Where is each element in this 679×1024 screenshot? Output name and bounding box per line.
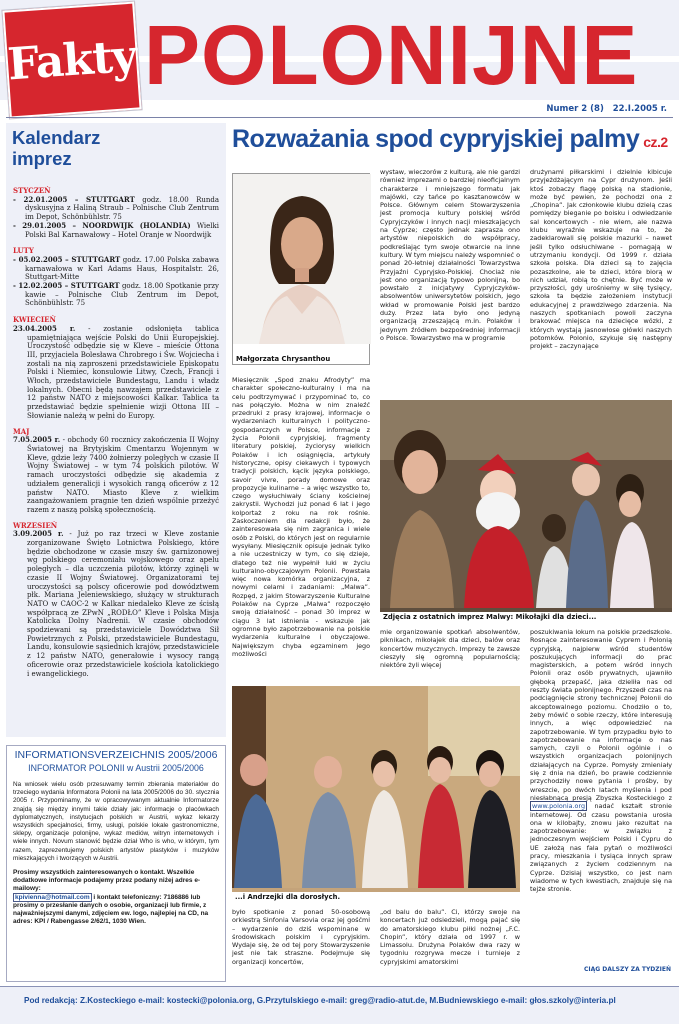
footer-bar	[0, 986, 679, 1024]
article-col1-top: Miesięcznik „Spod znaku Afrodyty” ma charakter społeczno-kulturalny i ma na celu podtrzymywać i przypominać to, co nas połączyło. Można w nim znaleźć przedruki z prasy krajowej, informacje o wydarzeniach kulturalnych i polityczno-gospodarczych w Polsce, informacje z życia Polonii cypryjskiej, fragmenty literatury polskiej, życiorysy wielkich Polaków i ich osiągnięcia, artykuły historyczne, opisy ciekawych i typowych tradycji polskich, kącik języka polskiego, savoir vivre, porady domowe oraz propozycje kulinarne – a więc wszystko to, czego wysłuchiwały ściany kościelnej zakrystii. Wychodzi już ponad 6 lat i jego kolportaż z roku na rok rośnie. Zaskoczeniem dla redakcji było, że zainteresowała się nim zagranica i wiele osób z Polski, do których jest on regularnie wysyłany. Miesięcznik opisuje jednak tylko a nie uczestniczy w tym, co się dzieje, dlatego też nie wypełnił luki w życiu kulturalno-obyczajowym Polonii. Powstała więc nowa komórka organizacyjna, z nowymi celami i zadaniami: „Malwa”. Rozpęd, z jakim Stowarzyszenie Kulturalne Polaków na Cyprze „Malwa” rozpoczęło swoją działalność – ponad 30 imprez w ciągu 3 lat istnienia - wskazuje jak ogromne było zapotrzebowanie na polskie wydarzenia kulturalne i obyczajowe. Największym chyba egzaminem jego możliwości	[232, 376, 370, 658]
calendar-heading-line2: imprez	[12, 148, 72, 169]
calendar-entry: - 05.02.2005 – STUTTGART godz. 17.00 Polska zabawa karnawałowa w Karl Adams Haus, Hospitalstr. 26, Stuttgart-Mitte	[13, 254, 219, 282]
article-col2-middle: mie organizowanie spotkań absolwentów, piknikach, mikołajek dla dzieci, balów oraz koncertów muzycznych. Imprezy te zawsze cieszyły się ogromną popularnością; niektóre żyli więcej	[380, 628, 520, 670]
calendar-note: 23.04.2005 r. - zostanie odsłonięta tablica upamiętniająca wejście Polski do Unii Europejskiej. Uroczystość odbędzie się w Kleve – mieście Ottona III, przyjaciela Bolesława Chrobrego i Św. Wojciecha i zostali na nią zaproszeni przedstawiciele Episkopatu Polski i Niemiec, konsulowie Litwy, Czech, Francji i Włoch, przedstawiciele Bundestagu, Landu i władz lokalnych. Obecni będą nawzajem przedstawiciele z 12 państw NATO z miejscowości Kalkar. Tablica ta przedstawiać będzie spełnienie wizji Ottona III – Słowianie należą w pełni do Europy.	[13, 323, 219, 420]
info-box-subtitle: INFORMATOR POLONII w Austrii 2005/2006	[28, 763, 204, 773]
calendar-note: 7.05.2005 r. - obchody 60 rocznicy zakończenia II Wojny Światowej na Brytyjskim Cmentarzu Wojennym w Kleve, gdzie leży 7400 żołnierzy poległych w czasie II Wojny Światowej – w tym 74 polskich pilotów. W ramach uroczystości odbędzie się akademia z udziałem generalicji i wysokich rangą oficerów z 12 państw NATO. Miasto Kleve z wielkim zaangażowaniem pragnie ten dzień wspólnie przeżyć razem z naszą polską społecznością.	[13, 435, 219, 514]
info-box-contact	[13, 894, 219, 927]
calendar-heading-line1: Kalendarz	[12, 127, 101, 148]
polonia-link[interactable]: www.polonia.org	[532, 802, 586, 811]
issue-info	[546, 104, 667, 114]
info-box-title: INFORMATIONSVERZEICHNIS 2005/2006	[14, 749, 218, 761]
info-email-link[interactable]: kpivienna@hotmail.com	[15, 893, 90, 901]
col3-text: poszukiwania lokum na polskie przedszkole. Rosnące zainteresowanie Cyprem i Polonią cypryjską, najpierw wśród studentów poszukujących informacji do prac magisterskich, a potem wśród innych Polonii oraz osób prywatnych, ujawniło głęboką przepaść, jaka dzieliła nas od reszty świata polonijnego. Przyszedł czas na podciągnięcie strony technicznej Polonii do akceptowalnego poziomu. Chodziło o to, żeby mówić o sobie rzeczy, które interesują innych, a więc odpowiedzieć na zapotrzebowanie. W tym przypadku było to zapotrzebowanie na informacje o nas samych, czyli o Polonii ogólnie i o wszystkich organizacjach polonijnych działających na Cyprze. Pomysły zmieniały się z dnia na dzień, bo prawie codziennie przychodziły nowe pytania i prośby, by wreszcie, po dwóch latach myślenia i pod niesłabnącą presją Zbyszka Kosteckiego z	[530, 628, 672, 802]
mikolajki-illustration	[380, 400, 672, 608]
article-col1-bottom: było spotkanie z ponad 50-osobową orkiestrą Sinfonia Varsovia oraz jej gośćmi – wydarzenie do dziś wspominane w środowiskach polskim i cypryjskim. Wydaje się, że od tej pory Stowarzyszenie jest nie tak straszne. Podejmuje się organizacji koncertów,	[232, 908, 370, 966]
calendar-month: WRZESIEŃ	[13, 520, 58, 530]
portrait-illustration	[233, 174, 371, 344]
info-contact-text: i kontakt telefoniczny: 7186886 lub prosimy o przesłanie danych o osobie, organizacji lub firmie, z najważniejszymi danymi, zdjęciem ew. logo, najlepiej na CD, na adres:	[13, 893, 209, 926]
info-box-bold: Prosimy wszystkich zainteresowanych o kontakt. Wszelkie dodatkowe informacje podajemy przez podany niżej adres e-mailowy:	[13, 869, 201, 893]
calendar-entry: - 29.01.2005 – NOORDWIJK (HOLANDIA) Wielki Polski Bal Karnawałowy – Hotel Oranje w Noordwijk	[13, 220, 219, 239]
info-box	[6, 745, 226, 982]
portrait-photo	[232, 173, 370, 365]
calendar-entry: - 12.02.2005 – STUTTGART godz. 18.00 Spotkanie przy kawie – Polnische Club Zentrum im Depot, Schönbühlstr. 75	[13, 281, 220, 308]
photo3-caption: ...i Andrzejki dla dorosłych.	[232, 892, 520, 902]
andrzejki-illustration	[232, 686, 520, 888]
continued-note: CIĄG DALSZY ZA TYDZIEŃ	[583, 966, 671, 973]
footer-credits: Pod redakcją: Z.Kosteckiego e-mail: kostecki@polonia.org, G.Przytulskiego e-mail: greg@radio-atut.de, M.Budniewskiego e-mail: głos.szkoly@interia.pl	[24, 996, 616, 1005]
article-title: Rozważania spod cypryjskiej palmy	[232, 125, 640, 153]
andrzejki-photo	[232, 686, 520, 902]
info-box-body: Na wniosek wielu osób przesuwamy termin zbierania materiałów do trzeciego wydania Informatora Polonii na lata 2005/2006 do 30. stycznia 2005 r. Przypominamy, że w opracowywanym aktualnie Informatorze znajdą się między innymi takie działy jak: informacje o placówkach dyplomatycznych, instytucjach polskich w Austrii, wykaz lekarzy wszystkich specjalności, firmy, usługi, polskie lokale gastronomiczne, sklepy, organizacje polonijne, wykaz mediów, witryn internetowych i wiele innych. Novum stanowić będzie dział Who is who, w którym, tym razem, zaprezentujemy polskich artystów plastyków i muzyków mieszkających i tworzących w Austrii.	[13, 781, 219, 862]
calendar-month: LUTY	[13, 246, 34, 256]
calendar-body	[6, 169, 226, 678]
calendar-month: MAJ	[13, 426, 30, 436]
article-title-suffix: cz.2	[643, 134, 668, 150]
info-address: KPI / Rabengasse 2/62/1, 1030 Wien.	[34, 918, 146, 926]
photo1-caption: Małgorzata Chrysanthou	[233, 354, 369, 364]
logo-word-fakty: Fakty	[6, 30, 138, 90]
calendar-month: KWIECIEŃ	[13, 315, 56, 325]
calendar-heading	[6, 123, 226, 169]
calendar-month: STYCZEŃ	[13, 186, 51, 195]
calendar-entry: - 22.01.2005 – STUTTGART godz. 18.00 Runda dyskusyjna z Haliną Straub – Polnische Club Zentrum im Depot, Schönbühlstr. 75	[13, 194, 220, 222]
issue-date: 22.I.2005 r.	[612, 104, 667, 114]
col3-text-end: nadać kształt stronie internetowej. Od czasu powstania urosła ona w kilobajty, znowu jako rezultat na zapotrzebowanie: w związku z jednoczesnym wejściem Polski i Cypru do UE założą nas fala pytań o możliwości pracy, mieszkania i tysiąca innych spraw związanych z życiem codziennym na Cyprze. Dzisiaj wszystko, co jest nam wiadome w tych kwestiach, znajduje się na tejże stronie.	[530, 802, 672, 894]
article-col3-top: drużynami piłkarskimi i dzielnie kibicuje przyjeżdżającym na Cypr drużynom. Jeśli ktoś zobaczy flagę polską na stadionie, może być pewien, że pochodzi ona z „Chopina”. Jak członkowie klubu dzielą czas pomiędzy bieganie po boisku i odwiedzanie sal koncertowych - nie wiem, ale nazwa klubu wyraźnie wskazuje na to, że zadeklarowali się polskie mazurki – nawet jeśli tylko odsłuchiwane - pomagają w utrzymaniu kondycji. Od 1999 r. działa szkoła polska. Dla dzieci są to zajęcia pozaszkolne, ale te dzieci, które biorą w nich udział, robią to chętnie. Być może w przyszłości, gdy urośniemy w siłę tysięcy, szkoła ta będzie założeniem instytucji edukacyjnej z prawdziwego zdarzenia. Na naszych spotkaniach powoli zaczyna brakować miejsca na dziecięce wózki, z których wystają jasnowłose główki naszych potomków. Polonio, szykuje się następny projekt – zaczynające	[530, 168, 672, 351]
photo2-caption: Zdjęcia z ostatnich imprez Malwy: Mikołajki dla dzieci...	[380, 612, 672, 622]
article-headline	[232, 125, 672, 154]
article-col2-top: wystaw, wieczorów z kulturą, ale nie gardzi również imprezami o bardziej nieoficjalnym charakterze i mniejszego formatu jak majówki, czy tańce po kasztanowców w Polsce. Głównym celem Stowarzyszenia jest promocja kultury polskiej wśród Cypryjczyków i innych nacji mieszkających na Cyprze; często jednak zaprasza ono artystów niepolskich do współpracy, podkreślając tym swoje otwarcie na inne kultury. W tym miejscu należy wspomnieć o ponad 20-letniej działalności Towarzystwa Przyjaźni Cypryjsko-Polskiej. Chociaż nie jest ono organizacją typowo polonijną, bo powstało z inicjatywy Cypryjczyków-absolwentów uniwersytetów polskich, jego wkład w promowanie Polski jest bardzo duży. Przez lata było ono jedyną organizacją zrzeszającą m.in. Polaków i jedynym źródłem bezpośredniej informacji o Polsce. Towarzystwo ma w programie	[380, 168, 520, 342]
issue-number: Numer 2 (8)	[546, 104, 604, 114]
masthead-rule	[6, 117, 673, 118]
calendar-panel	[6, 123, 226, 737]
logo-word-polonijne: POLONIJNE	[144, 8, 639, 102]
logo-badge	[2, 2, 141, 119]
article-col3-middle	[530, 628, 672, 894]
mikolajki-photo	[380, 400, 672, 622]
calendar-note: 3.09.2005 r. - Już po raz trzeci w Kleve zostanie zorganizowane Święto Lotnictwa Polskiego, które będzie obchodzone w czasie mszy św. garnizonowej wg polskiego ceremoniału wojskowego oraz apelu poległych – dla uczczenia pilotów, którzy zginęli w czasie II Wojny Światowej. Organizatorami tej uroczystości są polscy oficerowie pod dowództwem płk. Mariana Jeleniewskiego, służący w strukturach NATO w CAOC-2 w Kalkar niedaleko Kleve ze ścisłą współpracą ze ZPwN „RODŁO” Kleve i Polska Misja Katolicka Dolny Nadrenii. W czasie obchodów spodziewani są przedstawiciele Dowództwa Sił Powietrznych z Polski, przedstawiciele Bundestagu, Landu, konsulowie sąsiednich krajów, przedstawiciele z 12 państw NATO, generałowie i wysocy rangą oficerowie oraz przedstawiciele kościoła katolickiego i ewangelickiego.	[13, 529, 219, 678]
article-col2-bottom: „od balu do balu”. Ci, którzy swoje na koncertach już odsiedzieli, mogą pajać się do amatorskiego klubu piłki nożnej „F.C. Chopin”, który działa od 1997 r. w Limassolu. Drużyna Polaków dwa razy w tygodniu rozgrywa mecze i turnieje z cypryjskimi amatorskimi	[380, 908, 520, 966]
